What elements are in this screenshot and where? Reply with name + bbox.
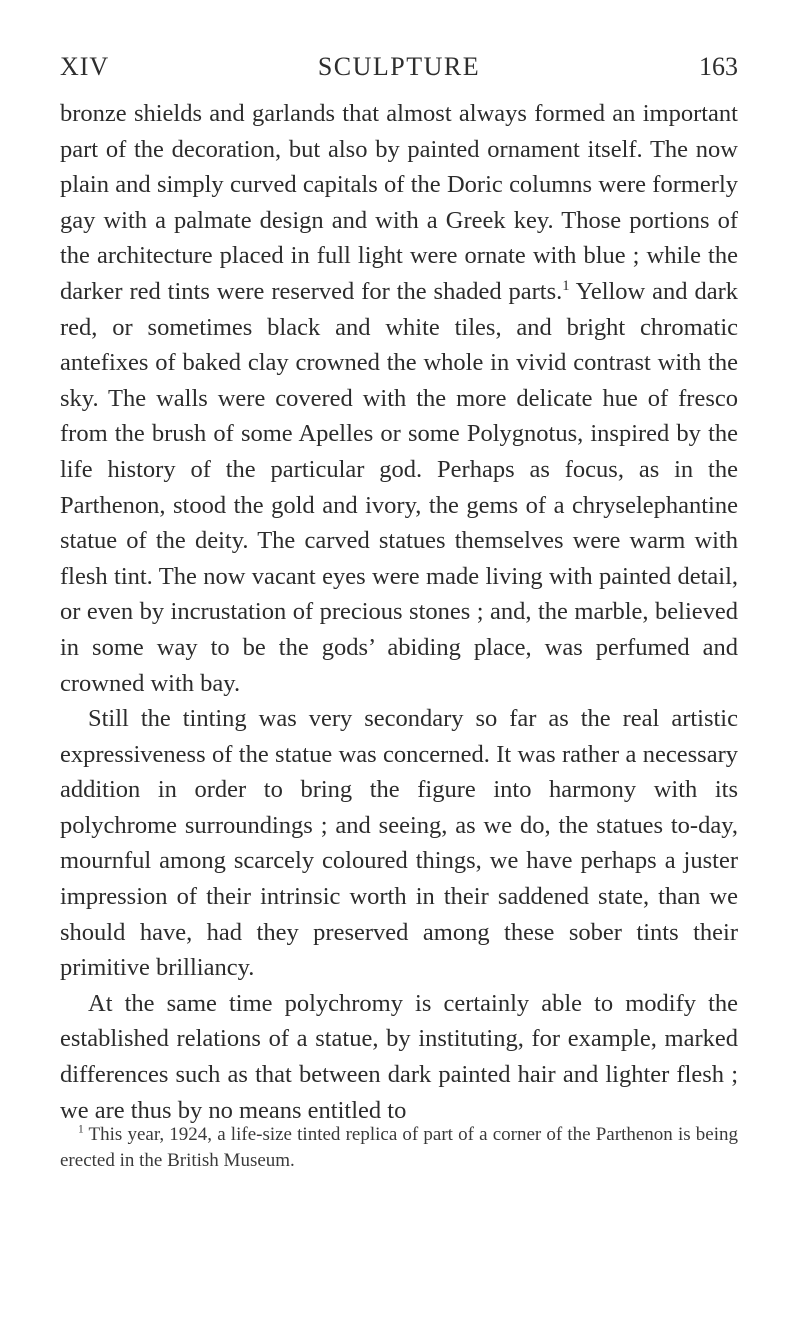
footnote-1: [60, 1122, 738, 1174]
paragraph-2: Still the tinting was very secondary so far as the real artistic expressiveness of the statue was concerned. It was rather a necessary addition in order to bring the figure into harmony with its polychrome surroundings ; and seeing, as we do, the statues to-day, mournful among scarcely coloured things, we have perhaps a juster impression of their intrinsic worth in their saddened state, than we should have, had they preserved among these sober tints their primitive brilliancy.: [60, 705, 738, 982]
body-text: [60, 96, 738, 1128]
footnotes: [60, 1122, 738, 1174]
paragraph-1-continued: Yellow and dark red, or sometimes black and white tiles, and bright chromatic antefixes of baked clay crowned the whole in vivid contrast with the sky. The walls were covered with the more delicate hue of fresco from the brush of some Apelles or some Polygnotus, inspired by the life history of the particular god. Perhaps as focus, as in the Parthenon, stood the gold and ivory, the gems of a chryselephantine statue of the deity. The carved statues themselves were warm with flesh tint. The now vacant eyes were made living with painted detail, or even by incrustation of precious stones ; and, the marble, believed in some way to be the gods’ abiding place, was perfumed and crowned with bay.: [60, 277, 738, 697]
paragraph-1: [60, 96, 738, 701]
running-header: [60, 52, 738, 86]
paragraph-1-text: bronze shields and garlands that almost always formed an important part of the decoration, but also by painted ornament itself. The now plain and simply curved capitals of the Doric columns were formerly gay with a palmate design and with a Greek key. Those portions of the architecture placed in full light were ornate with blue ; while the darker red tints were reserved for the shaded parts.: [60, 100, 738, 305]
chapter-number: XIV: [60, 52, 110, 81]
paragraph-3: At the same time polychromy is certainly able to modify the established relations of a statue, by instituting, for example, marked differences such as that between dark painted hair and lighter flesh ; we are thus by no means entitled to: [60, 989, 738, 1124]
running-title: SCULPTURE: [317, 52, 481, 81]
footnote-text: This year, 1924, a life-size tinted replica of part of a corner of the Parthenon is being erected in the British Museum.: [60, 1124, 738, 1171]
footnote-marker: 1: [78, 1123, 84, 1136]
footnote-reference: 1: [562, 277, 570, 294]
page-number: 163: [699, 52, 738, 81]
